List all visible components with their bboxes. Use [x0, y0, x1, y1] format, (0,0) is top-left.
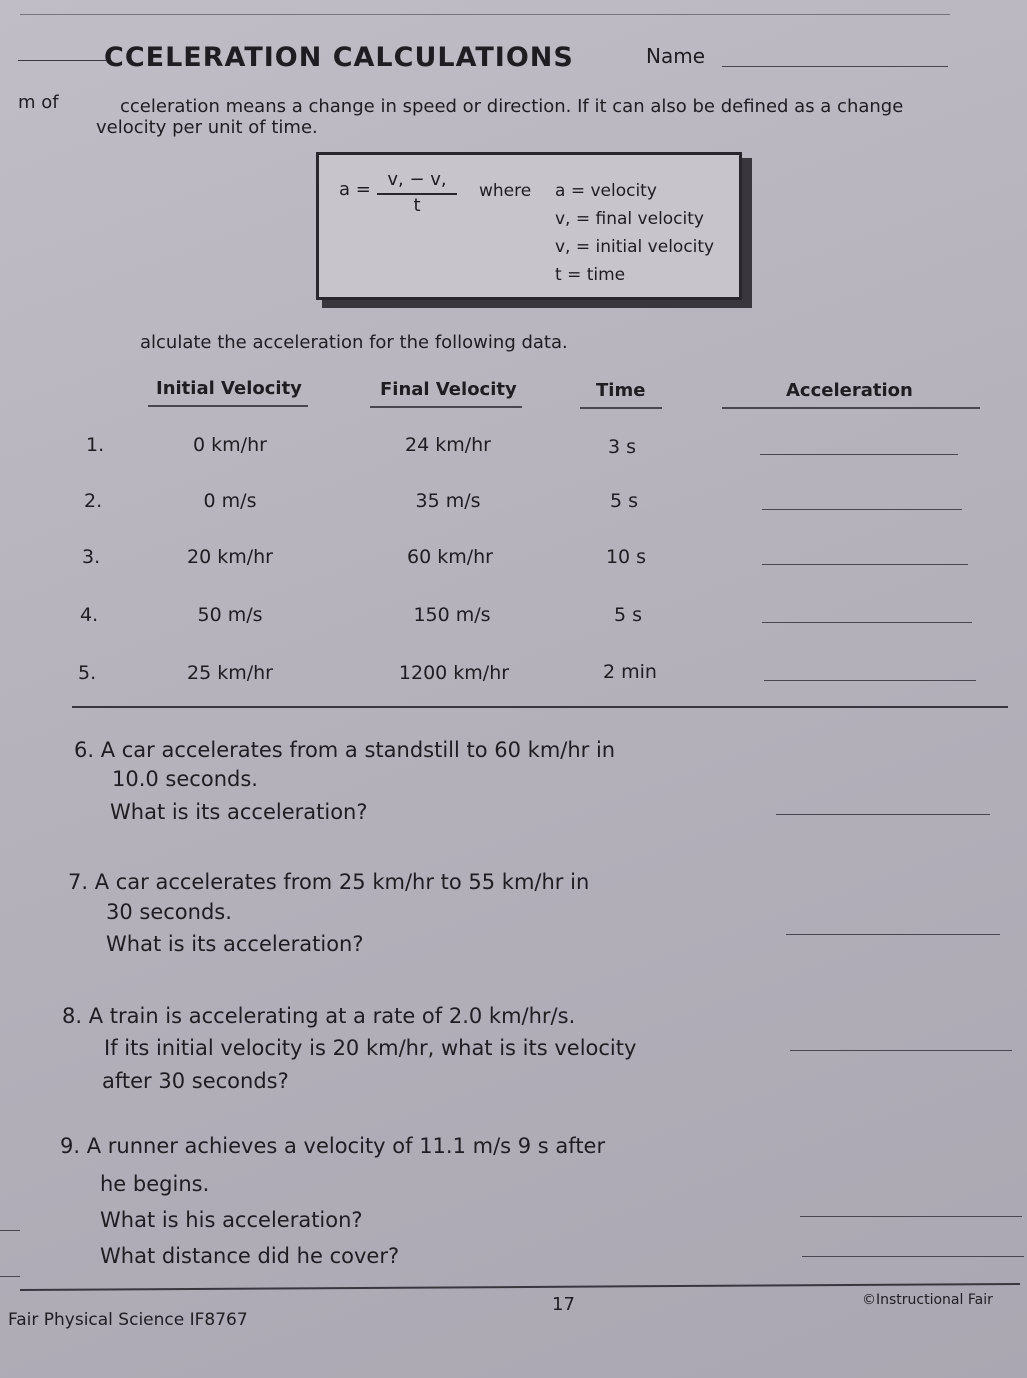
where-label: where [479, 181, 532, 201]
q8-line-2: If its initial velocity is 20 km/hr, what is its velocity [104, 1036, 637, 1060]
cell-initial: 0 m/s [203, 490, 257, 512]
row-number: 4. [80, 604, 99, 626]
q9-line-3: What is his acceleration? [100, 1208, 363, 1232]
q8-line-3: after 30 seconds? [102, 1069, 289, 1093]
footer-copyright: ©Instructional Fair [862, 1292, 993, 1308]
formula-box [316, 152, 742, 300]
page-number: 17 [552, 1294, 575, 1315]
row-number: 5. [78, 662, 97, 684]
formula-lhs: a = [339, 179, 371, 200]
cell-initial: 0 km/hr [193, 434, 267, 456]
q7-line-2: 30 seconds. [106, 900, 232, 924]
formula-denominator: t [413, 195, 421, 216]
q7-answer-line[interactable] [786, 934, 1000, 935]
margin-tick [0, 1276, 20, 1277]
q6-line-2: 10.0 seconds. [112, 767, 258, 791]
q7-line-3: What is its acceleration? [106, 932, 364, 956]
instructions: alculate the acceleration for the following data. [140, 332, 568, 353]
header-underline-final [370, 406, 522, 408]
cell-final: 35 m/s [415, 490, 481, 512]
intro-line-2: velocity per unit of time. [96, 117, 318, 138]
q8-line-1: 8. A train is accelerating at a rate of 2.0 km/hr/s. [62, 1004, 576, 1028]
intro-fragment: m of [18, 92, 59, 113]
cell-time: 2 min [603, 661, 657, 683]
footer-rule [20, 1283, 1020, 1291]
header-underline-acceleration [722, 407, 980, 409]
q9-answer-line-2[interactable] [802, 1256, 1024, 1257]
header-underline-initial [148, 405, 308, 407]
answer-line[interactable] [762, 509, 962, 510]
cell-initial: 25 km/hr [187, 662, 273, 684]
intro-line-1: cceleration means a change in speed or direction. If it can also be defined as a change [120, 96, 904, 117]
row-number: 3. [82, 546, 101, 568]
cell-initial: 50 m/s [197, 604, 263, 626]
def-time: t = time [555, 265, 626, 285]
header-acceleration: Acceleration [786, 380, 913, 401]
header-initial-velocity: Initial Velocity [156, 378, 302, 399]
title-lead-rule [18, 60, 106, 61]
cell-final: 150 m/s [413, 604, 491, 626]
margin-tick [0, 1230, 20, 1231]
cell-time: 5 s [613, 604, 643, 626]
footer-publisher: Fair Physical Science IF8767 [8, 1310, 248, 1330]
cell-initial: 20 km/hr [187, 546, 273, 568]
q6-line-1: 6. A car accelerates from a standstill to 60 km/hr in [74, 738, 616, 762]
q9-line-4: What distance did he cover? [100, 1244, 400, 1268]
answer-line[interactable] [760, 454, 958, 455]
q7-line-1: 7. A car accelerates from 25 km/hr to 55 km/hr in [68, 870, 590, 894]
q9-answer-line-1[interactable] [800, 1216, 1022, 1217]
cell-final: 1200 km/hr [398, 662, 510, 684]
cell-final: 60 km/hr [407, 546, 493, 568]
answer-line[interactable] [762, 564, 968, 565]
section-divider [72, 706, 1008, 708]
header-time: Time [596, 380, 646, 401]
cell-time: 10 s [605, 546, 647, 568]
name-input-line[interactable] [722, 66, 948, 67]
q8-answer-line[interactable] [790, 1050, 1012, 1051]
answer-line[interactable] [762, 622, 972, 623]
def-initial-velocity: v, = initial velocity [555, 237, 715, 257]
q9-line-2: he begins. [100, 1172, 210, 1196]
row-number: 2. [84, 490, 103, 512]
q6-line-3: What is its acceleration? [110, 800, 368, 824]
q9-line-1: 9. A runner achieves a velocity of 11.1 m/s 9 s after [60, 1134, 606, 1158]
answer-line[interactable] [764, 680, 976, 681]
q6-answer-line[interactable] [776, 814, 990, 815]
header-underline-time [580, 407, 662, 409]
header-final-velocity: Final Velocity [380, 379, 517, 400]
cell-time: 5 s [609, 490, 639, 512]
formula-numerator: v, − v, [387, 169, 447, 190]
def-final-velocity: v, = final velocity [555, 209, 704, 229]
top-edge-rule [20, 14, 950, 15]
name-label: Name [646, 44, 706, 68]
worksheet-title: CCELERATION CALCULATIONS [104, 42, 574, 73]
row-number: 1. [86, 434, 105, 456]
cell-final: 24 km/hr [405, 434, 491, 456]
def-acceleration: a = velocity [555, 181, 657, 201]
cell-time: 3 s [607, 436, 637, 458]
